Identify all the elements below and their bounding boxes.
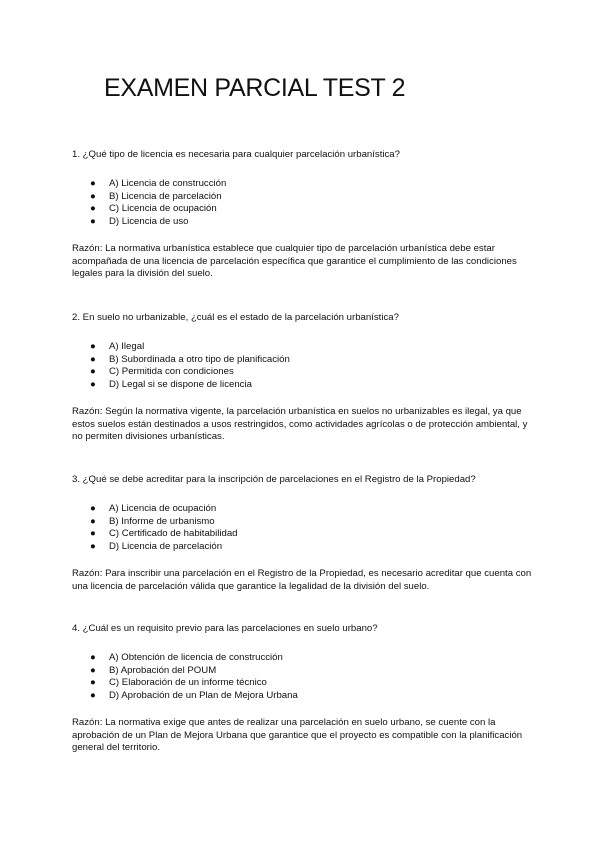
option-label: C) Elaboración de un informe técnico [109, 677, 267, 689]
bullet-icon: ● [90, 203, 96, 215]
bullet-icon: ● [90, 341, 96, 352]
option-label: A) Licencia de ocupación [109, 503, 217, 514]
reason-text: Razón: La normativa exige que antes de realizar una parcelación en suelo urbano, se cuente con la aprobación de un Plan de Mejora Urbana que garantice que el proyecto es compatible con la planificación general del territorio. [72, 716, 523, 754]
question-text: 1. ¿Qué tipo de licencia es necesaria para cualquier parcelación urbanística? [72, 149, 400, 160]
option-label: C) Permitida con condiciones [109, 366, 234, 378]
question-text: 2. En suelo no urbanizable, ¿cuál es el estado de la parcelación urbanística? [72, 312, 399, 323]
option-item [72, 516, 532, 529]
reason-text: Razón: Para inscribir una parcelación en el Registro de la Propiedad, es necesario acreditar que cuenta con una licencia de parcelación válida que garantice la legalidad de la división del suelo. [72, 567, 532, 592]
option-item [72, 354, 532, 367]
option-item [72, 677, 532, 690]
option-item [72, 665, 532, 678]
option-item [72, 652, 532, 665]
option-label: B) Subordinada a otro tipo de planificación [109, 353, 290, 365]
option-label: D) Licencia de uso [109, 216, 189, 228]
option-label: C) Certificado de habitabilidad [109, 528, 238, 540]
option-item [72, 379, 532, 392]
bullet-icon: ● [90, 503, 96, 514]
option-label: B) Informe de urbanismo [109, 515, 215, 527]
option-list [72, 652, 532, 703]
bullet-icon: ● [90, 541, 96, 553]
option-item [72, 541, 532, 554]
option-item [72, 528, 532, 541]
option-item [72, 191, 532, 204]
question-block [72, 149, 532, 281]
bullet-icon: ● [90, 515, 96, 527]
reason-text: Razón: Según la normativa vigente, la parcelación urbanística en suelos no urbanizables es ilegal, ya que estos suelos están destinados a usos restringidos, como actividades agrícolas o de protección ambiental, y no permiten divisiones urbanísticas. [72, 405, 528, 443]
option-label: A) Obtención de licencia de construcción [109, 652, 283, 663]
page-title: EXAMEN PARCIAL TEST 2 [104, 74, 406, 102]
bullet-icon: ● [90, 690, 96, 702]
option-list [72, 341, 532, 392]
option-label: A) Licencia de construcción [109, 178, 227, 189]
bullet-icon: ● [90, 677, 96, 689]
bullet-icon: ● [90, 379, 96, 391]
question-block [72, 474, 532, 593]
bullet-icon: ● [90, 652, 96, 663]
option-item [72, 178, 532, 191]
bullet-icon: ● [90, 190, 96, 202]
option-item [72, 366, 532, 379]
option-label: A) Ilegal [109, 341, 145, 352]
bullet-icon: ● [90, 353, 96, 365]
bullet-icon: ● [90, 528, 96, 540]
option-item [72, 503, 532, 516]
question-text: 3. ¿Qué se debe acreditar para la inscripción de parcelaciones en el Registro de la Propiedad? [72, 474, 476, 485]
option-label: B) Licencia de parcelación [109, 190, 222, 202]
bullet-icon: ● [90, 664, 96, 676]
bullet-icon: ● [90, 216, 96, 228]
option-label: C) Licencia de ocupación [109, 203, 217, 215]
option-label: D) Legal si se dispone de licencia [109, 379, 252, 391]
option-item [72, 203, 532, 216]
option-item [72, 341, 532, 354]
reason-text: Razón: La normativa urbanística establece que cualquier tipo de parcelación urbanística debe estar acompañada de una licencia de parcelación específica que garantice el cumplimiento de las condiciones legales para la división del suelo. [72, 242, 517, 280]
option-item [72, 216, 532, 229]
question-block [72, 623, 532, 755]
bullet-icon: ● [90, 178, 96, 189]
question-text: 4. ¿Cuál es un requisito previo para las parcelaciones en suelo urbano? [72, 623, 378, 634]
option-list [72, 178, 532, 229]
question-block [72, 312, 532, 444]
option-label: D) Aprobación de un Plan de Mejora Urbana [109, 690, 298, 702]
option-label: D) Licencia de parcelación [109, 541, 223, 553]
option-list [72, 503, 532, 554]
option-item [72, 690, 532, 703]
option-label: B) Aprobación del POUM [109, 664, 217, 676]
bullet-icon: ● [90, 366, 96, 378]
